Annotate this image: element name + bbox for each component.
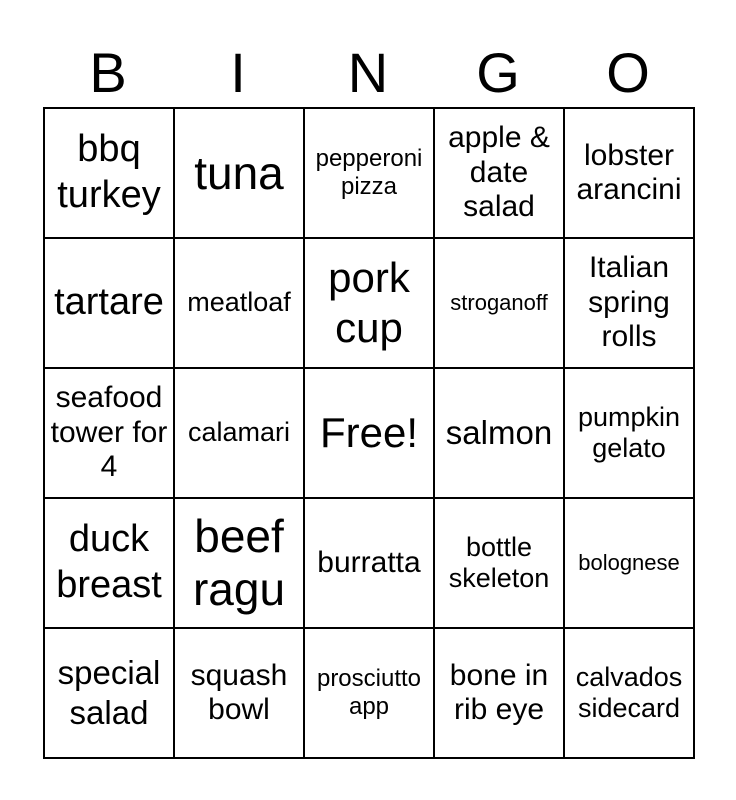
bingo-cell — [44, 368, 174, 498]
header-letter-b: B — [89, 41, 127, 104]
bingo-cell — [174, 368, 304, 498]
bingo-cell — [44, 238, 174, 368]
bingo-cell — [434, 628, 564, 758]
cell-label: bottle skeleton — [448, 531, 550, 593]
cell-label: squash bowl — [190, 658, 288, 726]
board-row — [44, 108, 694, 238]
bingo-cell — [44, 628, 174, 758]
bingo-cell — [564, 368, 694, 498]
cell-label: pepperoni pizza — [315, 145, 423, 200]
bingo-cell — [44, 108, 174, 238]
cell-label: prosciutto app — [316, 665, 422, 720]
cell-label: seafood tower for 4 — [50, 381, 168, 484]
header-letter-o: O — [606, 41, 650, 104]
header-letter-n: N — [347, 41, 389, 104]
bingo-cell — [174, 108, 304, 238]
cell-label: burratta — [317, 545, 421, 579]
free-space-label: Free! — [319, 408, 419, 456]
cell-label: bbq turkey — [57, 128, 161, 216]
bingo-cell — [434, 368, 564, 498]
cell-label: stroganoff — [450, 290, 548, 316]
bingo-cell — [434, 498, 564, 628]
cell-label: tuna — [194, 146, 284, 199]
bingo-board — [43, 107, 695, 759]
bingo-cell — [304, 108, 434, 238]
bingo-cell — [174, 628, 304, 758]
bingo-cell — [304, 628, 434, 758]
board-row — [44, 238, 694, 368]
bingo-cell — [564, 628, 694, 758]
bingo-cell — [174, 238, 304, 368]
cell-label: calvados sidecard — [575, 661, 683, 723]
bingo-cell — [434, 238, 564, 368]
bingo-cell — [564, 238, 694, 368]
header-letter-i: I — [230, 41, 246, 104]
cell-label: beef ragu — [192, 510, 286, 615]
bingo-cell — [304, 238, 434, 368]
cell-label: Italian spring rolls — [588, 251, 670, 354]
bingo-cell — [44, 498, 174, 628]
cell-label: meatloaf — [187, 287, 291, 318]
cell-label: bolognese — [578, 550, 680, 576]
cell-label: pork cup — [328, 253, 410, 351]
cell-label: lobster arancini — [576, 138, 682, 206]
bingo-cell — [434, 108, 564, 238]
free-space — [304, 368, 434, 498]
header-letter-g: G — [476, 41, 520, 104]
cell-label: tartare — [54, 281, 164, 324]
bingo-cell — [304, 498, 434, 628]
bingo-cell — [564, 498, 694, 628]
board-row — [44, 498, 694, 628]
cell-label: special salad — [57, 654, 161, 731]
bingo-cell — [174, 498, 304, 628]
cell-label: calamari — [187, 417, 291, 448]
board-row — [44, 368, 694, 498]
bingo-cell — [564, 108, 694, 238]
cell-label: bone in rib eye — [449, 658, 549, 726]
board-row — [44, 628, 694, 758]
cell-label: duck breast — [56, 518, 162, 606]
bingo-header — [43, 38, 693, 108]
cell-label: pumpkin gelato — [577, 401, 681, 463]
cell-label: salmon — [445, 414, 553, 452]
cell-label: apple & date salad — [448, 121, 550, 224]
